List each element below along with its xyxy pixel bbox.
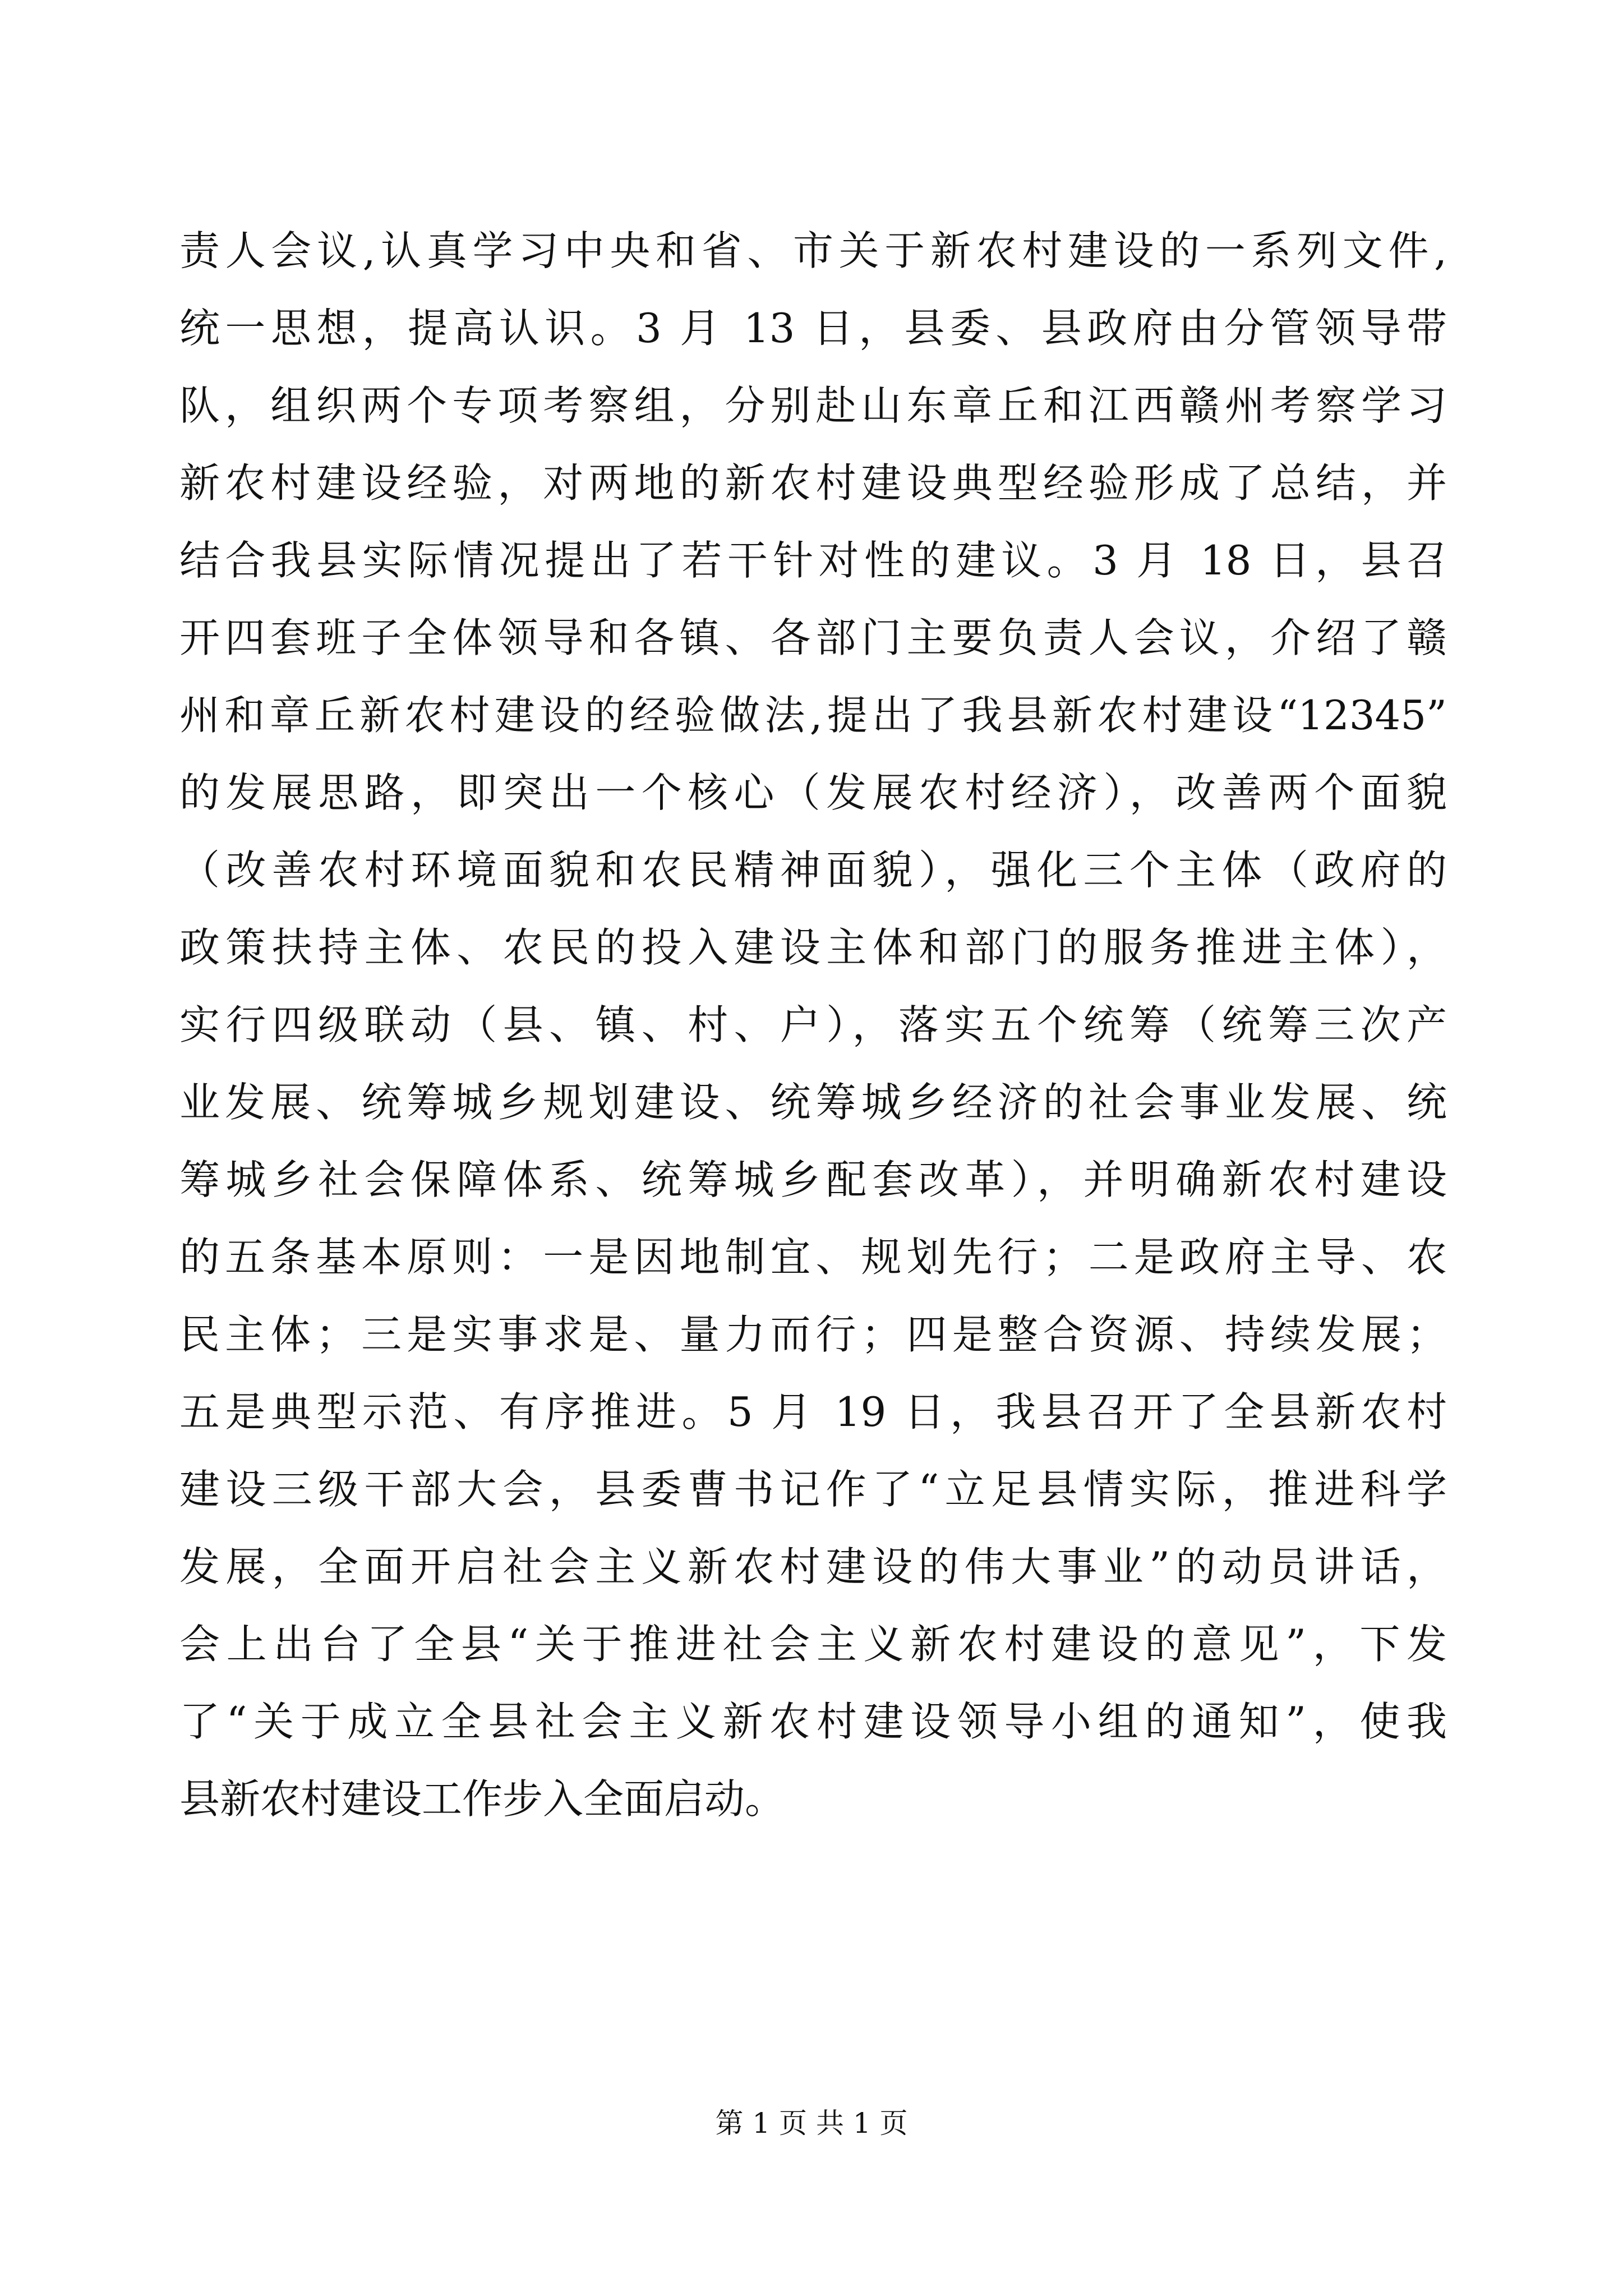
text-line: 了“关于成立全县社会主义新农村建设领导小组的通知”，使我 [179, 1698, 1447, 1745]
text-line: 县新农村建设工作步入全面启动。 [179, 1775, 786, 1823]
page-number: 第 1 页 共 1 页 [715, 2107, 908, 2139]
text-line: 政策扶持主体、农民的投入建设主体和部门的服务推进主体）， [179, 924, 1447, 971]
text-line: 的五条基本原则：一是因地制宜、规划先行；二是政府主导、农 [179, 1234, 1447, 1281]
text-line: 责人会议,认真学习中央和省、市关于新农村建设的一系列文件, [179, 227, 1447, 274]
text-line: 五是典型示范、有序推进。5 月 19 日，我县召开了全县新农村 [179, 1388, 1447, 1435]
page-footer [0, 2101, 1623, 2141]
text-line: 会上出台了全县“关于推进社会主义新农村建设的意见”，下发 [179, 1621, 1447, 1668]
text-line: 业发展、统筹城乡规划建设、统筹城乡经济的社会事业发展、统 [179, 1079, 1447, 1126]
text-line: 筹城乡社会保障体系、统筹城乡配套改革），并明确新农村建设 [179, 1156, 1447, 1203]
text-line: 州和章丘新农村建设的经验做法,提出了我县新农村建设“12345” [179, 692, 1447, 739]
text-line: 发展，全面开启社会主义新农村建设的伟大事业”的动员讲话， [179, 1543, 1447, 1590]
text-line: 队，组织两个专项考察组，分别赴山东章丘和江西赣州考察学习 [179, 382, 1447, 429]
text-line: 新农村建设经验，对两地的新农村建设典型经验形成了总结，并 [179, 459, 1447, 507]
text-line: 的发展思路，即突出一个核心（发展农村经济），改善两个面貌 [179, 769, 1447, 816]
body-text [179, 212, 1447, 1838]
text-line: （改善农村环境面貌和农民精神面貌），强化三个主体（政府的 [179, 846, 1447, 894]
text-line: 民主体；三是实事求是、量力而行；四是整合资源、持续发展； [179, 1311, 1447, 1358]
text-line: 结合我县实际情况提出了若干针对性的建议。3 月 18 日，县召 [179, 537, 1447, 584]
text-line: 开四套班子全体领导和各镇、各部门主要负责人会议，介绍了赣 [179, 614, 1447, 661]
text-line: 建设三级干部大会，县委曹书记作了“立足县情实际，推进科学 [179, 1466, 1447, 1513]
text-line: 实行四级联动（县、镇、村、户），落实五个统筹（统筹三次产 [179, 1001, 1447, 1048]
text-line: 统一思想，提高认识。3 月 13 日，县委、县政府由分管领导带 [179, 305, 1447, 352]
